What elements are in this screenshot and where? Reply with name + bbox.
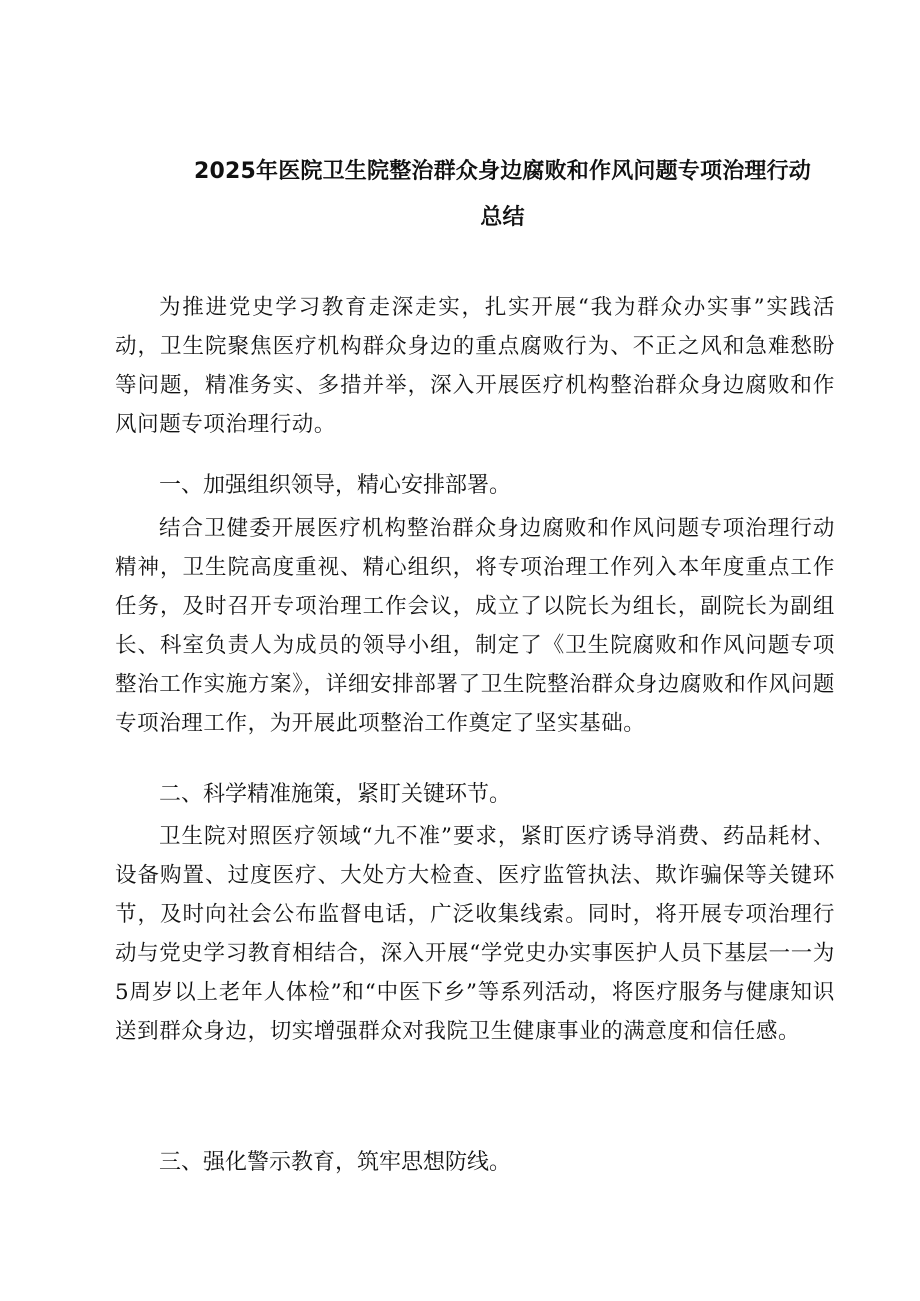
- section-heading-3: 三、强化警示教育，筑牢思想防线。: [159, 1150, 512, 1175]
- document-title-line-2: 总结: [480, 205, 525, 230]
- section-body-1: 结合卫健委开展医疗机构整治群众身边腐败和作风问题专项治理行动精神，卫生院高度重视、精心组织，将专项治理工作列入本年度重点工作任务，及时召开专项治理工作会议，成立了以院长为组长，副院长为副组长、科室负责人为成员的领导小组，制定了《卫生院腐败和作风问题专项整治工作实施方案》，详细安排部署了卫生院整治群众身边腐败和作风问题专项治理工作，为开展此项整治工作奠定了坚实基础。: [115, 516, 835, 736]
- section-heading-2: 二、科学精准施策，紧盯关键环节。: [159, 782, 512, 807]
- section-heading-1: 一、加强组织领导，精心安排部署。: [159, 473, 512, 498]
- section-body-2: 卫生院对照医疗领域“九不准”要求，紧盯医疗诱导消费、药品耗材、设备购置、过度医疗、大处方大检查、医疗监管执法、欺诈骗保等关键环节，及时向社会公布监督电话，广泛收集线索。同时，将开展专项治理行动与党史学习教育相结合，深入开展“学党史办实事医护人员下基层一一为5周岁以上老年人体检”和“中医下乡”等系列活动，将医疗服务与健康知识送到群众身边，切实增强群众对我院卫生健康事业的满意度和信任感。: [115, 824, 835, 1044]
- intro-paragraph: 为推进党史学习教育走深走实，扎实开展“我为群众办实事”实践活动，卫生院聚焦医疗机构群众身边的重点腐败行为、不正之风和急难愁盼等问题，精准务实、多措并举，深入开展医疗机构整治群众身边腐败和作风问题专项治理行动。: [115, 295, 835, 437]
- document-title-line-1: 2025年医院卫生院整治群众身边腐败和作风问题专项治理行动: [193, 159, 812, 184]
